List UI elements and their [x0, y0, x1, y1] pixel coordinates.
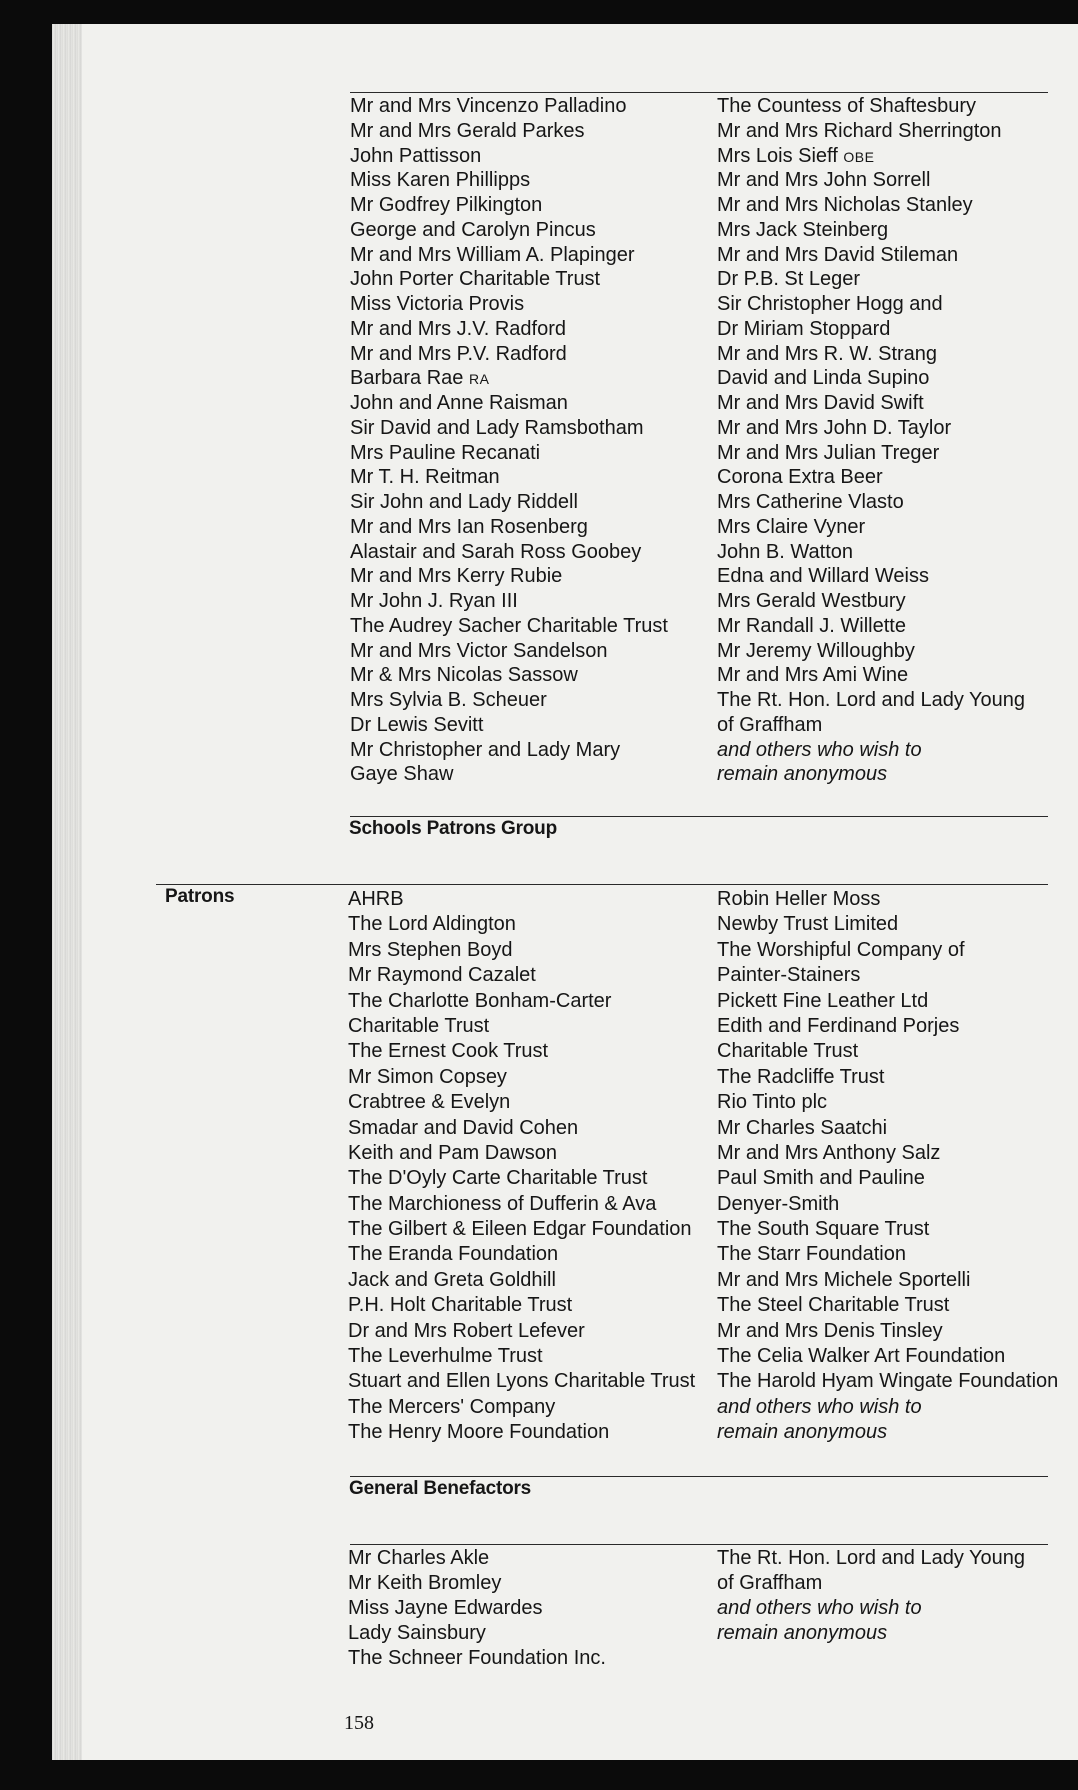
list-item: George and Carolyn Pincus [350, 218, 596, 241]
list-item: The Eranda Foundation [348, 1243, 559, 1266]
list-item: Dr Miriam Stoppard [717, 317, 891, 340]
list-item: The Mercers' Company [348, 1395, 556, 1418]
list-item: Denyer-Smith [717, 1192, 840, 1215]
list-item: Miss Jayne Edwardes [348, 1596, 543, 1619]
list-item: David and Linda Supino [717, 367, 930, 390]
list-item: Mr and Mrs R. W. Strang [717, 342, 938, 365]
list-item: Mr Godfrey Pilkington [350, 194, 543, 216]
list-item: Mr and Mrs J.V. Radford [350, 317, 567, 340]
list-item: The Rt. Hon. Lord and Lady Young [717, 1547, 1026, 1569]
list-item: Mr and Mrs Kerry Rubie [350, 565, 563, 588]
list-item: Sir David and Lady Ramsbotham [350, 416, 644, 439]
list-item: Mr and Mrs Anthony Salz [717, 1141, 941, 1164]
list-item: The D'Oyly Carte Charitable Trust [348, 1167, 648, 1190]
list-item: Mr and Mrs Denis Tinsley [717, 1319, 943, 1342]
schools-right-column [717, 887, 1058, 1446]
list-item: Mr Jeremy Willoughby [717, 639, 915, 662]
schools-left-column [348, 887, 695, 1446]
list-item: Jack and Greta Goldhill [348, 1268, 556, 1291]
page-stack-edge [52, 24, 82, 1760]
list-item: Smadar and David Cohen [348, 1116, 579, 1139]
list-item: of Graffham [717, 713, 823, 736]
list-item: Edith and Ferdinand Porjes [717, 1014, 960, 1037]
list-item: Mr T. H. Reitman [350, 466, 500, 489]
page-number: 158 [344, 1712, 374, 1734]
general-right-column [717, 1546, 1025, 1646]
list-item: Mr Raymond Cazalet [348, 964, 536, 987]
list-item: The Schneer Foundation Inc. [348, 1646, 606, 1669]
list-item: and others who wish to [717, 1395, 922, 1418]
list-item: Dr P.B. St Leger [717, 268, 861, 291]
schools-rule [350, 816, 1048, 817]
list-item: Mr Christopher and Lady Mary [350, 738, 621, 761]
list-item: Mrs Jack Steinberg [717, 218, 889, 241]
list-item: Mrs Pauline Recanati [350, 441, 541, 464]
list-item: Mrs Lois Sieff OBE [717, 144, 875, 167]
list-item: Edna and Willard Weiss [717, 565, 929, 588]
list-item: Mrs Gerald Westbury [717, 590, 906, 612]
book-page [52, 24, 1078, 1760]
list-item: Miss Karen Phillipps [350, 169, 531, 192]
list-item: Mr and Mrs John D. Taylor [717, 416, 952, 439]
list-item: Lady Sainsbury [348, 1621, 486, 1644]
list-item: Mr Charles Akle [348, 1547, 490, 1569]
list-item: Mr and Mrs Victor Sandelson [350, 639, 608, 662]
list-item: Barbara Rae RA [350, 367, 490, 390]
list-item: of Graffham [717, 1571, 823, 1594]
list-item: remain anonymous [717, 1421, 888, 1444]
list-item: Gaye Shaw [350, 763, 454, 786]
list-item: The Radcliffe Trust [717, 1065, 885, 1088]
patrons-label: Patrons [165, 886, 235, 907]
list-item: Mr Charles Saatchi [717, 1116, 888, 1139]
list-item: AHRB [348, 888, 404, 910]
list-item: Mr and Mrs Ami Wine [717, 664, 909, 687]
list-item: P.H. Holt Charitable Trust [348, 1294, 573, 1317]
list-item: John Porter Charitable Trust [350, 268, 601, 291]
list-item: The Worshipful Company of [717, 938, 965, 961]
list-item: The Charlotte Bonham-Carter [348, 989, 612, 1012]
list-item: Mr & Mrs Nicolas Sassow [350, 664, 578, 687]
list-item: The Rt. Hon. Lord and Lady Young [717, 689, 1026, 711]
list-item: The Celia Walker Art Foundation [717, 1345, 1006, 1368]
list-item: Mr Simon Copsey [348, 1065, 507, 1088]
general-left-column [348, 1546, 606, 1670]
list-item: remain anonymous [717, 763, 888, 786]
list-item: Mr and Mrs Richard Sherrington [717, 119, 1002, 142]
list-item: Mr and Mrs P.V. Radford [350, 342, 567, 365]
list-item: Corona Extra Beer [717, 466, 883, 489]
list-item: Mr and Mrs David Swift [717, 392, 924, 414]
section-a-right-column [717, 94, 1025, 787]
list-item: Mr John J. Ryan III [350, 590, 518, 612]
list-item: The Gilbert & Eileen Edgar Foundation [348, 1218, 692, 1241]
list-item: Robin Heller Moss [717, 888, 881, 910]
list-item: The Harold Hyam Wingate Foundation [717, 1370, 1059, 1393]
list-item: Mr and Mrs Michele Sportelli [717, 1268, 971, 1291]
list-item: Mrs Sylvia B. Scheuer [350, 689, 547, 711]
list-item: The Henry Moore Foundation [348, 1421, 610, 1444]
list-item: Mr Keith Bromley [348, 1571, 502, 1594]
list-item: John B. Watton [717, 540, 853, 563]
list-item: Painter-Stainers [717, 964, 861, 987]
list-item: Mrs Stephen Boyd [348, 938, 513, 961]
list-item: The South Square Trust [717, 1218, 930, 1241]
list-item: Mrs Catherine Vlasto [717, 491, 904, 513]
list-item: John Pattisson [350, 144, 482, 167]
list-item: Mr and Mrs Ian Rosenberg [350, 515, 588, 538]
patrons-rule [156, 884, 1048, 885]
list-item: Pickett Fine Leather Ltd [717, 989, 929, 1012]
list-item: The Starr Foundation [717, 1243, 906, 1266]
list-item: Mr and Mrs Nicholas Stanley [717, 194, 973, 216]
general-heading: General Benefactors [349, 1478, 532, 1499]
list-item: Paul Smith and Pauline [717, 1167, 925, 1190]
list-item: Mr and Mrs John Sorrell [717, 169, 931, 192]
list-item: Keith and Pam Dawson [348, 1141, 558, 1164]
list-item: The Leverhulme Trust [348, 1345, 543, 1368]
list-item: The Lord Aldington [348, 913, 516, 936]
list-item: The Ernest Cook Trust [348, 1040, 549, 1063]
list-item: Dr Lewis Sevitt [350, 713, 484, 736]
list-item: Mr and Mrs Julian Treger [717, 441, 940, 464]
list-item: Miss Victoria Provis [350, 293, 525, 315]
list-item: Mrs Claire Vyner [717, 515, 866, 538]
list-item: The Audrey Sacher Charitable Trust [350, 614, 668, 637]
top-rule [350, 92, 1048, 93]
list-item: Mr and Mrs William A. Plapinger [350, 243, 635, 266]
general-rule [350, 1476, 1048, 1477]
list-item: Sir John and Lady Riddell [350, 491, 578, 513]
list-item: Crabtree & Evelyn [348, 1091, 511, 1114]
list-item: John and Anne Raisman [350, 392, 568, 414]
list-item: Charitable Trust [348, 1014, 490, 1037]
list-item: Newby Trust Limited [717, 913, 899, 936]
list-item: Mr Randall J. Willette [717, 614, 906, 637]
list-item: The Marchioness of Dufferin & Ava [348, 1192, 657, 1215]
list-item: and others who wish to [717, 1596, 922, 1619]
section-a-left-column [350, 94, 668, 787]
list-item: Alastair and Sarah Ross Goobey [350, 540, 642, 563]
list-item: Rio Tinto plc [717, 1091, 828, 1114]
list-item: The Countess of Shaftesbury [717, 95, 977, 117]
list-item: The Steel Charitable Trust [717, 1294, 950, 1317]
list-item: Stuart and Ellen Lyons Charitable Trust [348, 1370, 696, 1393]
list-item: and others who wish to [717, 738, 922, 761]
list-item: Charitable Trust [717, 1040, 859, 1063]
list-item: Mr and Mrs David Stileman [717, 243, 959, 266]
schools-heading: Schools Patrons Group [349, 818, 557, 839]
list-item: remain anonymous [717, 1621, 888, 1644]
list-item: Sir Christopher Hogg and [717, 293, 943, 315]
list-item: Mr and Mrs Gerald Parkes [350, 119, 585, 142]
general-list-rule [350, 1544, 1048, 1545]
list-item: Mr and Mrs Vincenzo Palladino [350, 95, 627, 117]
list-item: Dr and Mrs Robert Lefever [348, 1319, 585, 1342]
